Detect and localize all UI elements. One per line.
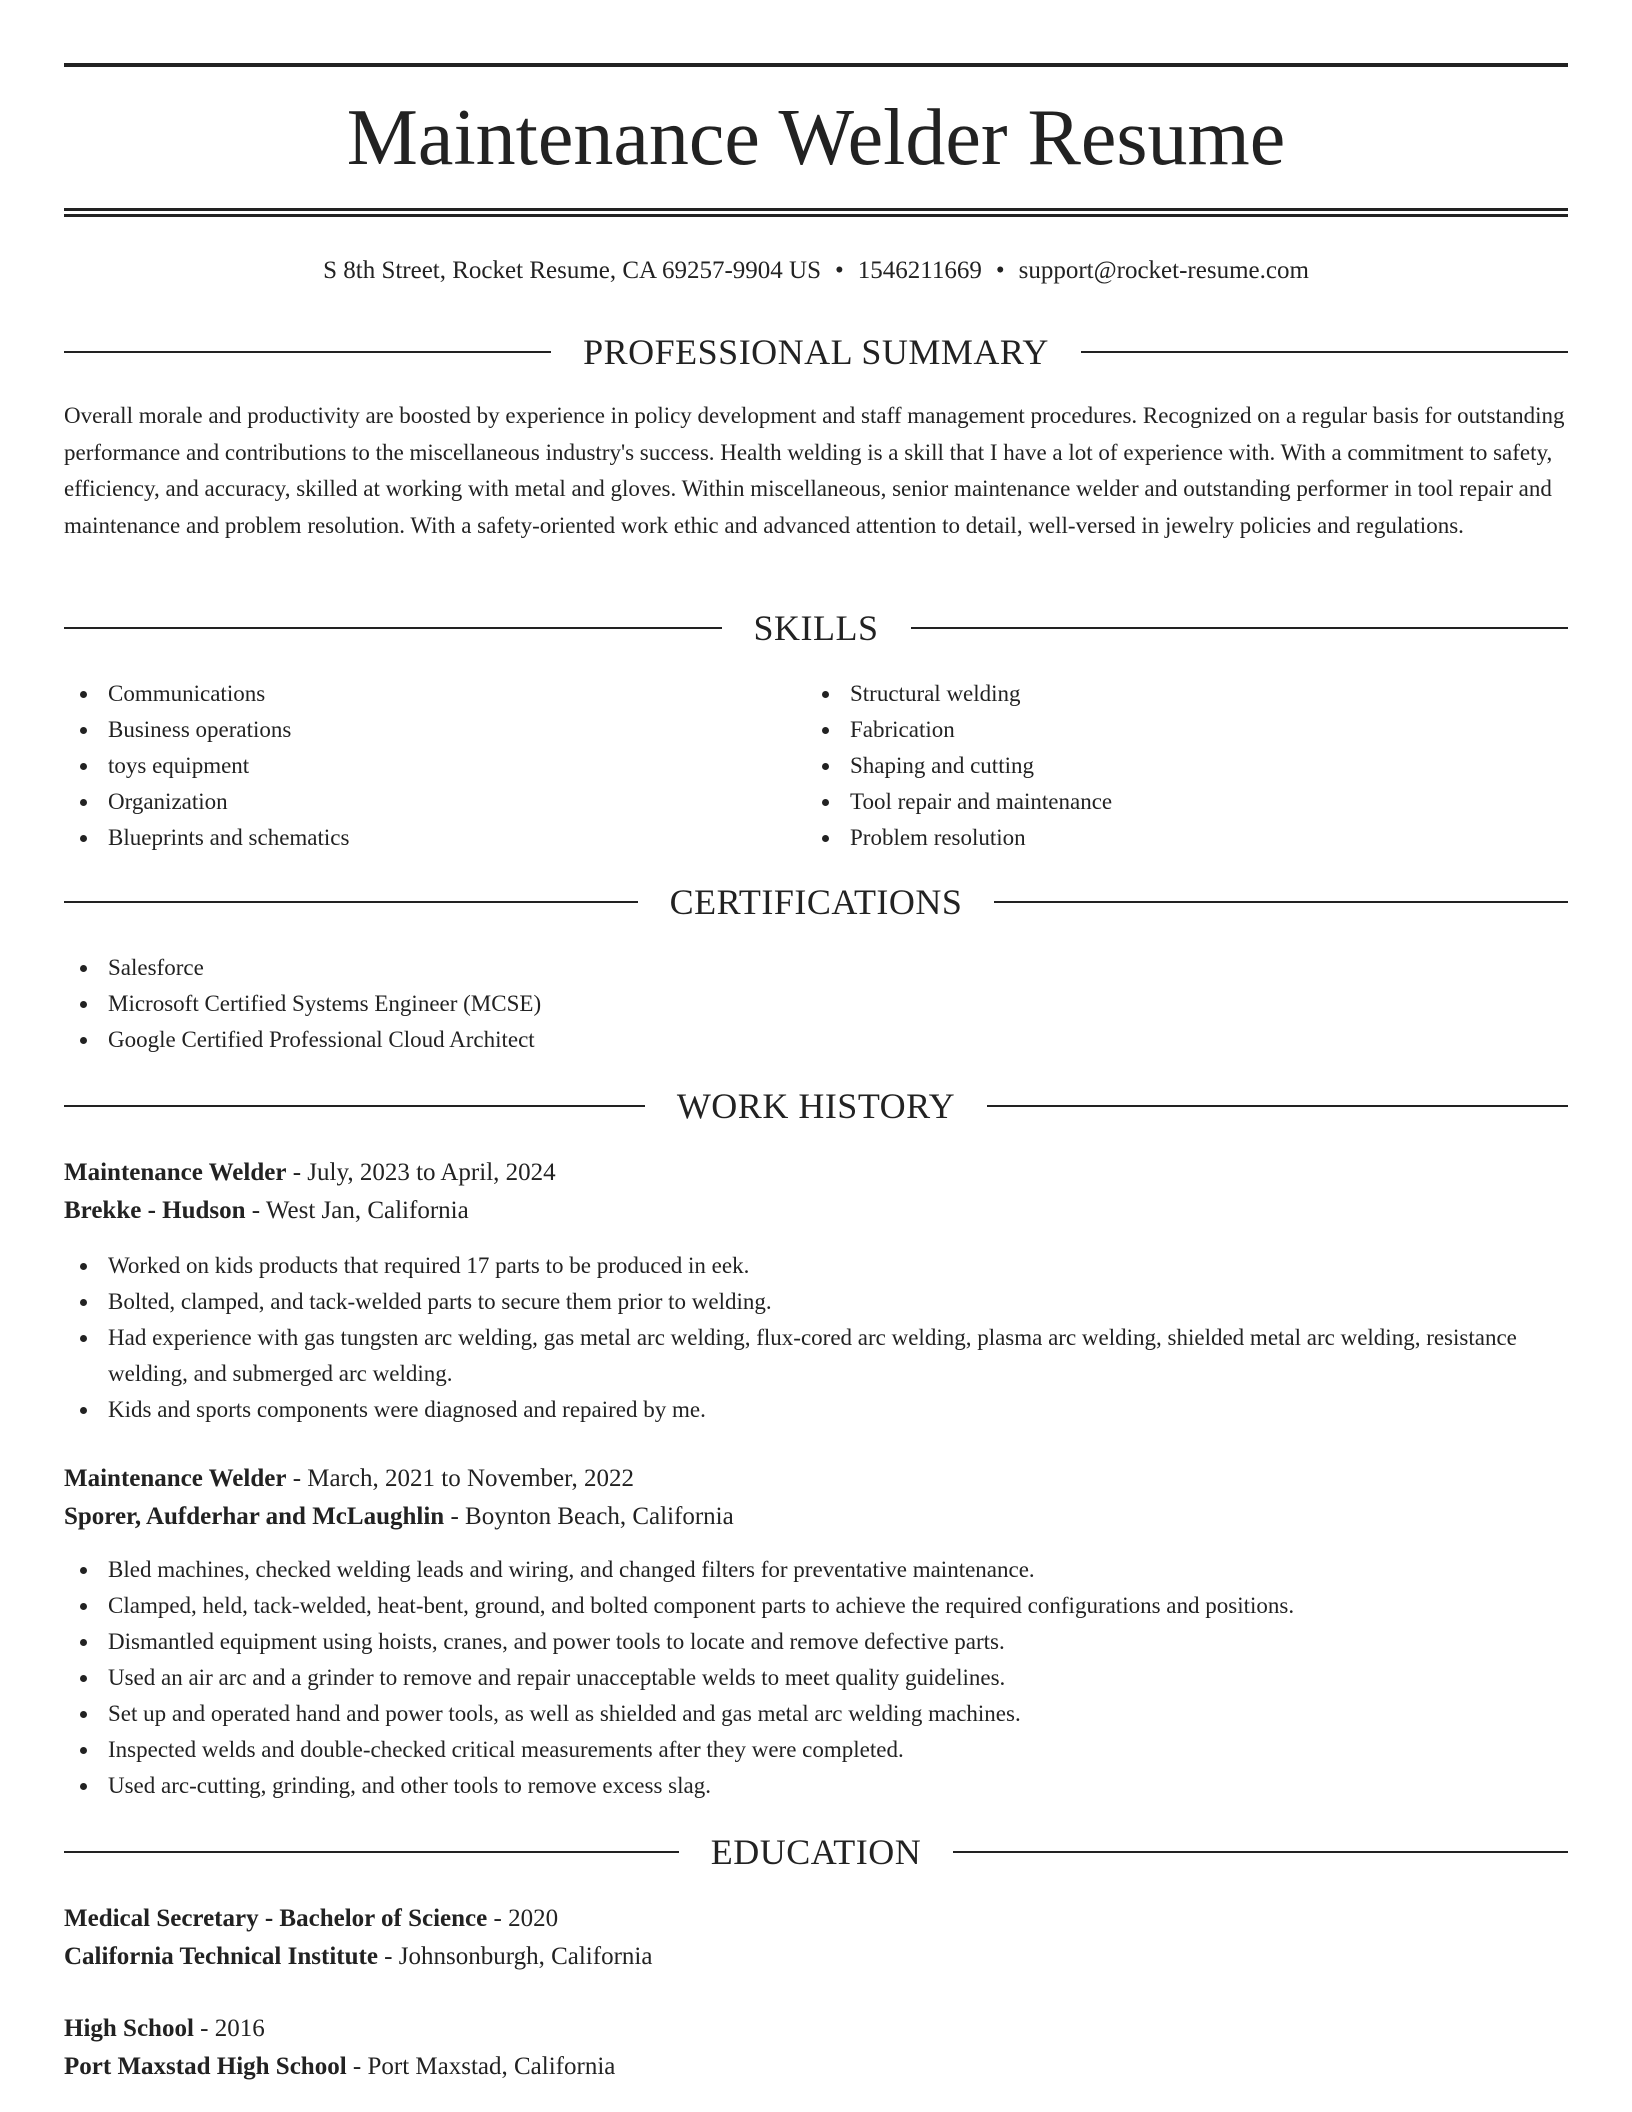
job-bullet: Inspected welds and double-checked critical measurements after they were completed. [64,1732,1568,1768]
divider-line [64,351,551,353]
divider-line [987,1105,1568,1107]
job-title-line [64,1460,1568,1498]
job-bullets [64,1552,1568,1804]
job-bullet: Had experience with gas tungsten arc welding, gas metal arc welding, flux-cored arc welding, plasma arc welding, shielded metal arc welding, resistance welding, and submerged arc welding. [64,1320,1568,1392]
section-title: EDUCATION [710,1832,922,1872]
job-bullet: Kids and sports components were diagnosed and repaired by me. [64,1392,1568,1428]
education-year: - 2016 [193,2015,265,2042]
skill-item: Problem resolution [806,820,1546,856]
section-heading-education [64,1830,1568,1874]
skill-item: Communications [64,676,804,712]
job-header [64,1154,1568,1230]
certification-item: Microsoft Certified Systems Engineer (MCSE) [64,986,1568,1022]
education-degree: High School [64,2015,194,2042]
job-dates: - July, 2023 to April, 2024 [286,1159,556,1186]
divider-line [64,627,722,629]
education-school: Port Maxstad High School [64,2053,347,2080]
job-bullets [64,1248,1568,1428]
skill-item: Blueprints and schematics [64,820,804,856]
summary-text: Overall morale and productivity are boosted by experience in policy development and staff management procedures. Recognized on a regular basis for outstanding performance and contributions to the miscellaneous industry's success. Health welding is a skill that I have a lot of experience with. With a commitment to safety, efficiency, and accuracy, skilled at working with metal and gloves. Within miscellaneous, senior maintenance welder and outstanding performer in tool repair and maintenance and problem resolution. With a safety-oriented work ethic and advanced attention to detail, well-versed in jewelry policies and regulations. [64,403,1565,538]
job-location: - West Jan, California [245,1197,469,1224]
job-location: - Boynton Beach, California [444,1503,734,1530]
job-bullet: Clamped, held, tack-welded, heat-bent, ground, and bolted component parts to achieve the required configurations and positions. [64,1588,1568,1624]
divider-line [911,627,1569,629]
divider-line [1081,351,1568,353]
header-double-rule [64,208,1568,217]
divider-line [64,901,638,903]
job-bullet: Set up and operated hand and power tools, as well as shielded and gas metal arc welding machines. [64,1696,1568,1732]
education-entry [64,1900,1568,1976]
section-title: SKILLS [753,608,879,648]
job-title: Maintenance Welder [64,1159,287,1186]
certification-item: Salesforce [64,950,1568,986]
job-title: Maintenance Welder [64,1465,287,1492]
divider-line [953,1851,1568,1853]
job-dates: - March, 2021 to November, 2022 [286,1465,634,1492]
education-entry [64,2010,1568,2086]
divider-line [64,1851,679,1853]
job-company-line [64,1192,1568,1230]
skills-list-left [64,676,804,856]
job-title-line [64,1154,1568,1192]
job-bullet: Bled machines, checked welding leads and wiring, and changed filters for preventative maintenance. [64,1552,1568,1588]
job-header [64,1460,1568,1536]
education-location: - Johnsonburgh, California [377,1943,653,1970]
section-heading-certifications [64,880,1568,924]
contact-phone: 1546211669 [857,257,982,284]
skill-item: Tool repair and maintenance [806,784,1546,820]
section-heading-summary [64,330,1568,374]
education-degree-line [64,1900,1568,1938]
section-title: WORK HISTORY [676,1086,956,1126]
education-degree: Medical Secretary - Bachelor of Science [64,1905,488,1932]
job-company: Sporer, Aufderhar and McLaughlin [64,1503,445,1530]
skill-item: Organization [64,784,804,820]
job-bullet: Bolted, clamped, and tack-welded parts to secure them prior to welding. [64,1284,1568,1320]
section-title: CERTIFICATIONS [669,882,963,922]
contact-email: support@rocket-resume.com [1018,257,1309,284]
page-title: Maintenance Welder Resume [346,94,1286,182]
contact-address: S 8th Street, Rocket Resume, CA 69257-9904 US [323,257,821,284]
education-degree-line [64,2010,1568,2048]
header-top-rule [64,63,1568,67]
certification-item: Google Certified Professional Cloud Architect [64,1022,1568,1058]
job-bullet: Used an air arc and a grinder to remove and repair unacceptable welds to meet quality guidelines. [64,1660,1568,1696]
certifications-list [64,950,1568,1058]
job-bullet: Used arc-cutting, grinding, and other tools to remove excess slag. [64,1768,1568,1804]
section-title: PROFESSIONAL SUMMARY [583,332,1049,372]
skill-item: Fabrication [806,712,1546,748]
job-bullet: Worked on kids products that required 17 parts to be produced in eek. [64,1248,1568,1284]
section-heading-skills [64,606,1568,650]
education-year: - 2020 [487,1905,559,1932]
divider-line [994,901,1568,903]
job-bullet: Dismantled equipment using hoists, cranes, and power tools to locate and remove defective parts. [64,1624,1568,1660]
education-school-line [64,1938,1568,1976]
skills-list-right [806,676,1546,856]
contact-separator: • [835,257,844,284]
skill-item: Structural welding [806,676,1546,712]
skill-item: toys equipment [64,748,804,784]
skill-item: Business operations [64,712,804,748]
job-company: Brekke - Hudson [64,1197,246,1224]
education-school-line [64,2048,1568,2086]
section-heading-work-history [64,1084,1568,1128]
contact-line [64,254,1568,288]
education-location: - Port Maxstad, California [346,2053,616,2080]
contact-separator: • [995,257,1005,284]
skill-item: Shaping and cutting [806,748,1546,784]
divider-line [64,1105,645,1107]
job-company-line [64,1498,1568,1536]
education-school: California Technical Institute [64,1943,378,1970]
